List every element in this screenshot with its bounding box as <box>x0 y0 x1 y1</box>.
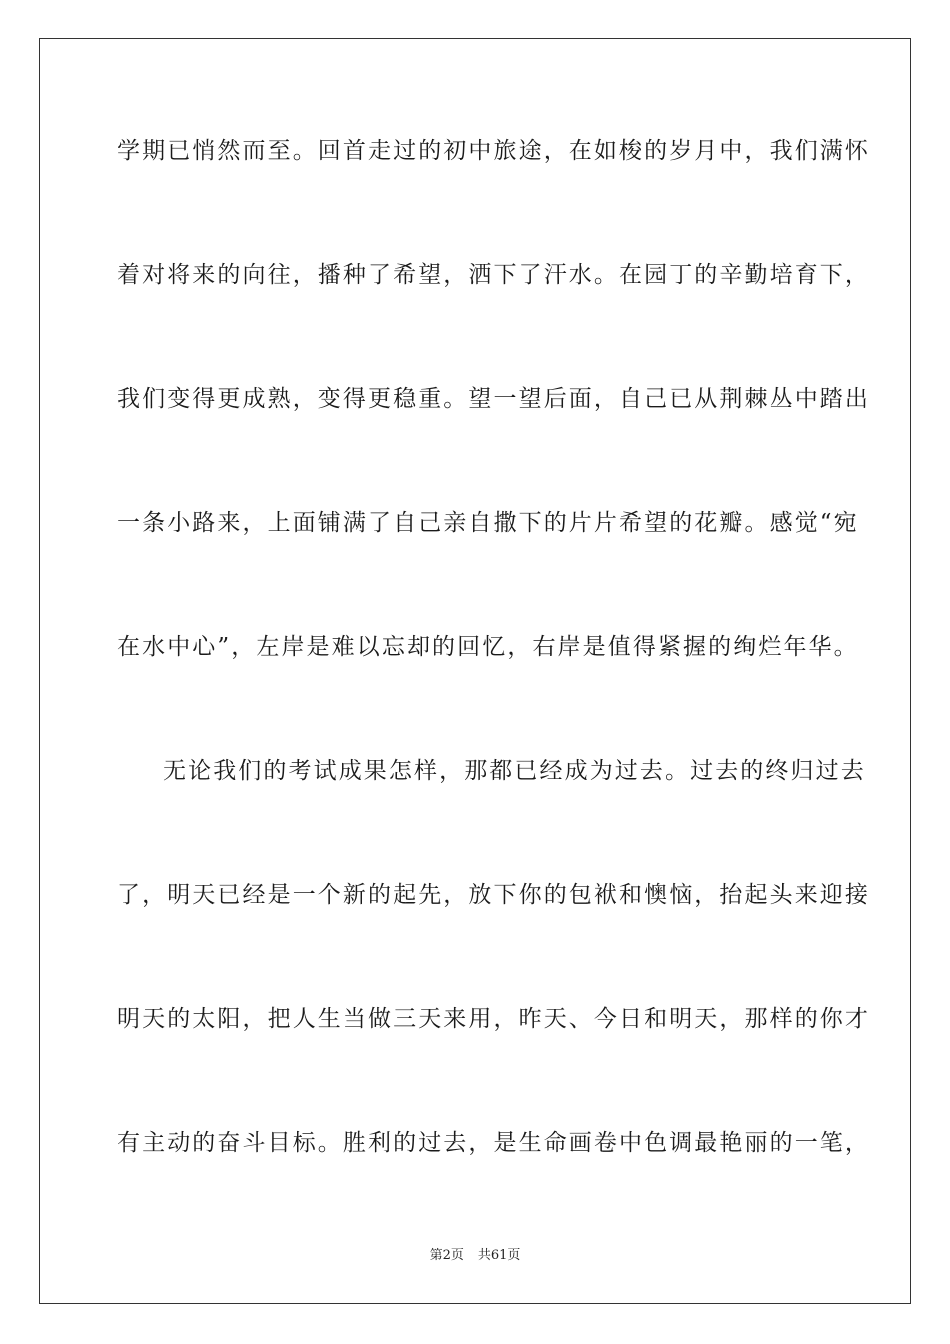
paragraph-line-9: 有主动的奋斗目标。胜利的过去，是生命画卷中色调最艳丽的一笔， <box>117 1130 870 1156</box>
page-footer <box>0 1248 950 1264</box>
paragraph-line-5: 在水中心”，左岸是难以忘却的回忆，右岸是值得紧握的绚烂年华。 <box>117 634 859 660</box>
paragraph-line-2: 着对将来的向往，播种了希望，洒下了汗水。在园丁的辛勤培育下， <box>117 262 870 288</box>
page-border <box>39 38 911 1304</box>
page-total: 共61页 <box>477 1248 521 1263</box>
paragraph-line-1: 学期已悄然而至。回首走过的初中旅途，在如梭的岁月中，我们满怀 <box>117 138 870 164</box>
paragraph-line-8: 明天的太阳，把人生当做三天来用，昨天、今日和明天，那样的你才 <box>117 1006 870 1032</box>
paragraph-line-7: 了，明天已经是一个新的起先，放下你的包袱和懊恼，抬起头来迎接 <box>117 882 870 908</box>
paragraph-line-6: 无论我们的考试成果怎样，那都已经成为过去。过去的终归过去 <box>163 758 866 784</box>
page-number: 第2页 <box>429 1248 464 1263</box>
paragraph-line-3: 我们变得更成熟，变得更稳重。望一望后面，自己已从荆棘丛中踏出 <box>117 386 870 412</box>
paragraph-line-4: 一条小路来，上面铺满了自己亲自撒下的片片希望的花瓣。感觉“宛 <box>117 510 859 536</box>
